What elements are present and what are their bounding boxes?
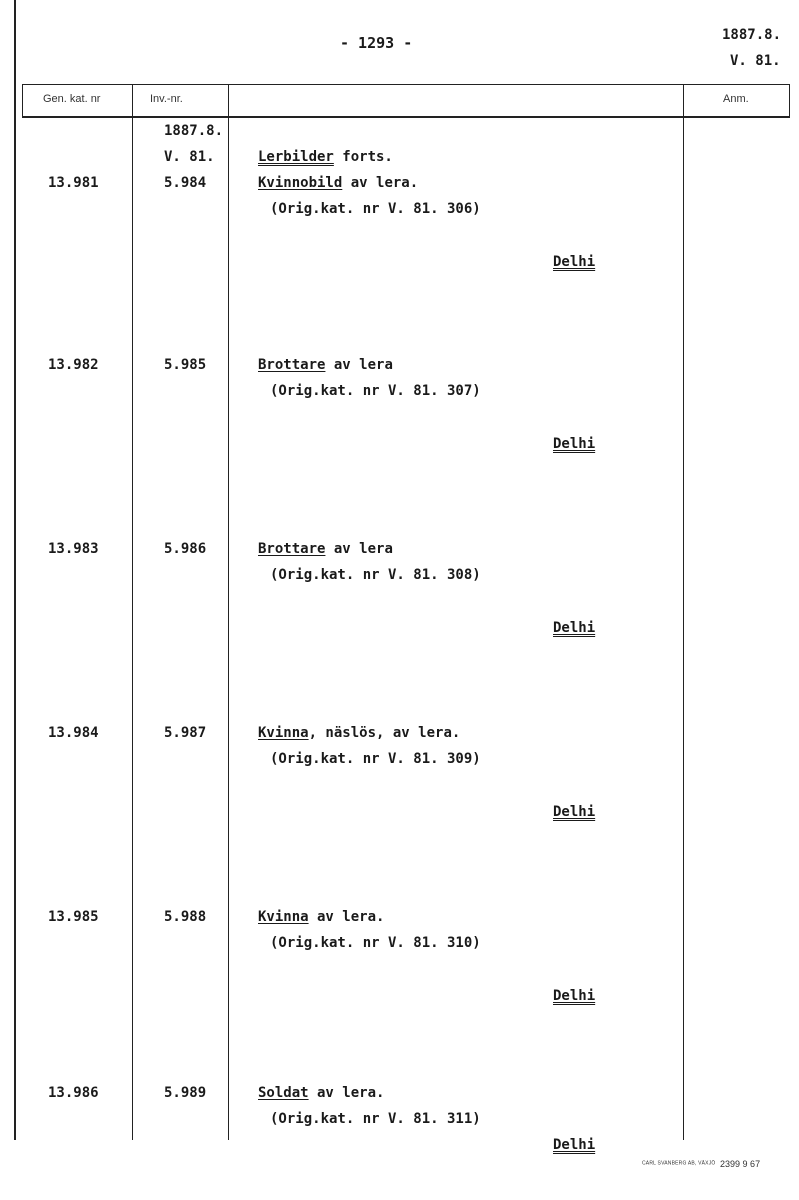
entry-rest: av lera.	[342, 175, 419, 191]
entry-inv-nr: 5.984	[164, 175, 207, 191]
entry-orig-ref: (Orig.kat. nr V. 81. 311)	[270, 1111, 481, 1127]
header-collection-year: 1887.8.	[722, 27, 782, 43]
column-header-gen-kat-nr: Gen. kat. nr	[43, 93, 101, 105]
entry-description	[258, 358, 393, 372]
entry-place: Delhi	[553, 1137, 596, 1153]
page-number: - 1293 -	[340, 34, 413, 52]
entry-description	[258, 1086, 384, 1100]
column-header-inv-nr: Inv.-nr.	[150, 93, 183, 105]
entry-inv-nr: 5.988	[164, 909, 207, 925]
entry-orig-ref: (Orig.kat. nr V. 81. 307)	[270, 383, 481, 399]
entry-description	[258, 176, 418, 190]
entry-rest: , näslös, av lera.	[308, 725, 461, 741]
entry-place: Delhi	[553, 436, 596, 452]
entry-orig-ref: (Orig.kat. nr V. 81. 308)	[270, 567, 481, 583]
entry-description	[258, 910, 384, 924]
entry-inv-nr: 5.985	[164, 357, 207, 373]
entry-gen-kat-nr: 13.982	[48, 357, 99, 373]
entry-title: Kvinna	[258, 725, 309, 741]
inv-col-year: 1887.8.	[164, 123, 224, 139]
inv-col-code: V. 81.	[164, 149, 215, 165]
entry-title: Soldat	[258, 1085, 309, 1101]
entry-gen-kat-nr: 13.984	[48, 725, 99, 741]
entry-place: Delhi	[553, 254, 596, 270]
entry-rest: av lera	[325, 357, 393, 373]
printer-imprint	[642, 1158, 760, 1169]
entry-gen-kat-nr: 13.983	[48, 541, 99, 557]
entry-title: Brottare	[258, 541, 326, 557]
entry-place: Delhi	[553, 620, 596, 636]
entry-orig-ref: (Orig.kat. nr V. 81. 310)	[270, 935, 481, 951]
entry-inv-nr: 5.986	[164, 541, 207, 557]
table-left-border	[22, 84, 23, 118]
column-divider-1	[132, 84, 133, 1140]
entry-orig-ref: (Orig.kat. nr V. 81. 309)	[270, 751, 481, 767]
entry-rest: av lera.	[308, 909, 385, 925]
entry-orig-ref: (Orig.kat. nr V. 81. 306)	[270, 201, 481, 217]
table-header-rule	[22, 116, 789, 118]
left-margin-line	[14, 0, 16, 1140]
entry-rest: av lera.	[308, 1085, 385, 1101]
entry-place: Delhi	[553, 804, 596, 820]
entry-description	[258, 726, 460, 740]
column-divider-2	[228, 84, 229, 1140]
table-top-rule	[22, 84, 789, 85]
form-number: 2399 9 67	[720, 1158, 761, 1169]
entry-gen-kat-nr: 13.985	[48, 909, 99, 925]
column-divider-3	[683, 84, 684, 1140]
header-collection-code: V. 81.	[730, 53, 781, 69]
section-heading	[258, 150, 393, 164]
entry-rest: av lera	[325, 541, 393, 557]
table-right-border	[789, 84, 790, 118]
section-heading-rest: forts.	[333, 149, 393, 165]
entry-gen-kat-nr: 13.981	[48, 175, 99, 191]
entry-inv-nr: 5.989	[164, 1085, 207, 1101]
column-header-anm: Anm.	[723, 93, 749, 105]
entry-description	[258, 542, 393, 556]
entry-gen-kat-nr: 13.986	[48, 1085, 99, 1101]
section-heading-word: Lerbilder	[258, 149, 334, 165]
entry-inv-nr: 5.987	[164, 725, 207, 741]
entry-title: Kvinna	[258, 909, 309, 925]
entry-title: Brottare	[258, 357, 326, 373]
entry-title: Kvinnobild	[258, 175, 343, 191]
entry-place: Delhi	[553, 988, 596, 1004]
printer-name: CARL SVANBERG AB, VÄXJÖ	[642, 1160, 716, 1167]
